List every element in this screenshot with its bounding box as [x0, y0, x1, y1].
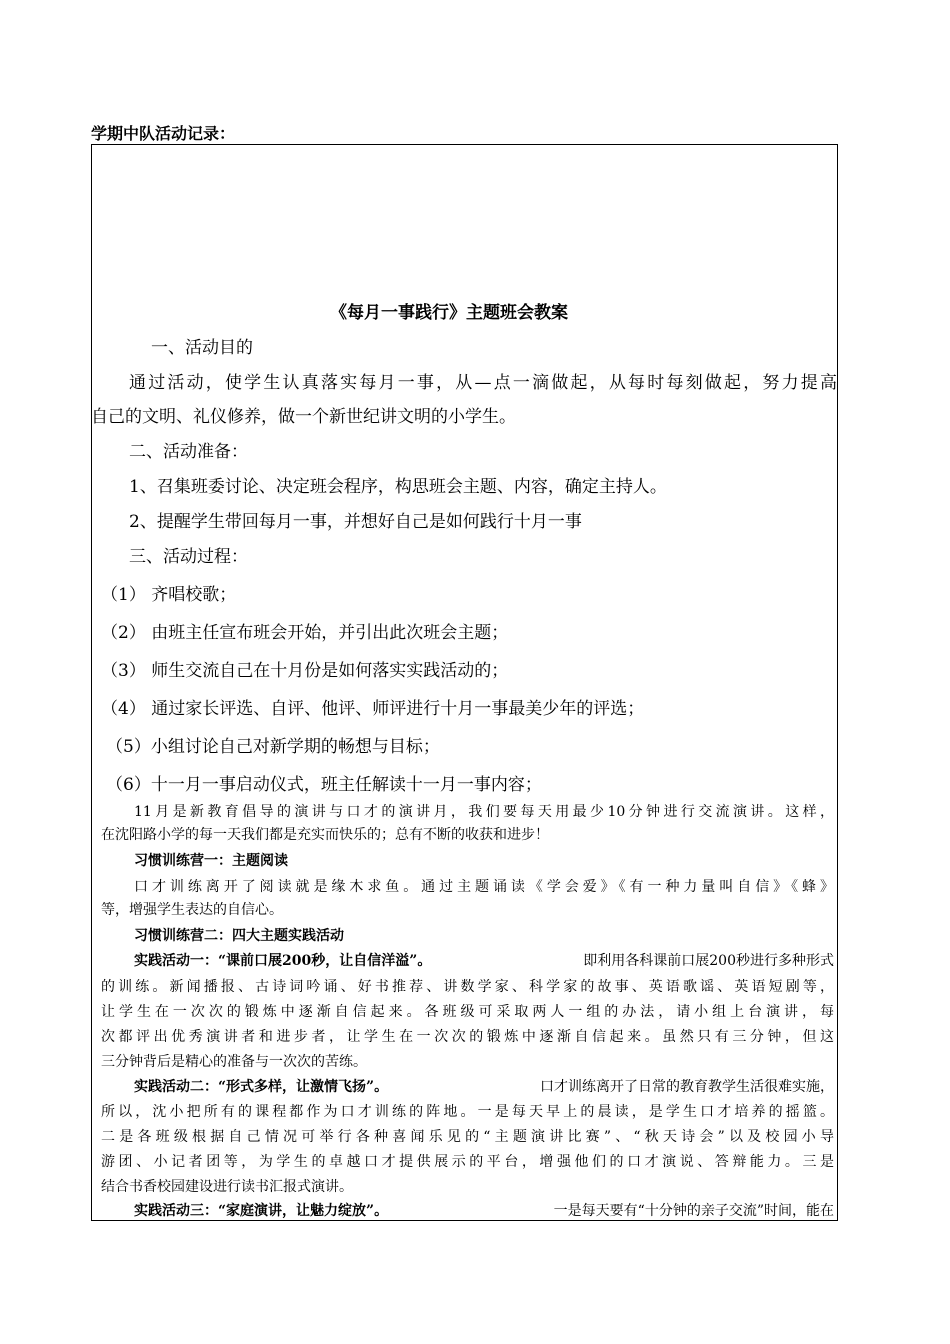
activity-2-line-1 — [134, 1076, 834, 1096]
activity-2-line-3: 二是各班级根据自己情况可举行各种喜闻乐见的“主题演讲比赛”、“秋天诗会”以及校园小导 — [101, 1129, 834, 1145]
process-step-5: （5）小组讨论自己对新学期的畅想与目标； — [106, 737, 440, 757]
section-1-paragraph-line-1: 通过活动，使学生认真落实每月一事，从—点一滴做起，从每时每刻做起，努力提高 — [129, 373, 837, 393]
activity-2-title: 实践活动二：“形式多样，让激情飞扬”。 — [134, 1079, 389, 1095]
process-step-3: （3） 师生交流自己在十月份是如何落实实践活动的； — [101, 661, 509, 681]
section-3-heading: 三、活动过程： — [129, 547, 248, 567]
training-camp-1-heading: 习惯训练营一：主题阅读 — [134, 853, 288, 869]
activity-1-title: 实践活动一：“课前口展200秒，让自信洋溢”。 — [134, 953, 432, 969]
section-2-heading: 二、活动准备： — [129, 442, 248, 462]
activity-1-line-5: 三分钟背后是精心的准备与一次次的苦练。 — [101, 1054, 367, 1070]
november-intro-line-2: 在沈阳路小学的每一天我们都是充实而快乐的；总有不断的收获和进步！ — [101, 827, 549, 843]
november-intro-line-1: 11月是新教育倡导的演讲与口才的演讲月，我们要每天用最少10分钟进行交流演讲。这样， — [134, 804, 834, 820]
activity-3-line-1 — [134, 1200, 834, 1220]
activity-2-text-start: 口才训练离开了日常的教育教学生活很难实施， — [540, 1079, 834, 1095]
activity-1-text-start: 即利用各科课前口展200秒进行多种形式 — [583, 953, 834, 969]
activity-2-line-4: 游团、小记者团等，为学生的卓越口才提供展示的平台，增强他们的口才演说、答辩能力。三是 — [101, 1154, 834, 1170]
section-2-item-1: 1、召集班委讨论、决定班会程序，构思班会主题、内容，确定主持人。 — [129, 477, 667, 497]
process-step-4: （4） 通过家长评选、自评、他评、师评进行十月一事最美少年的评选； — [101, 699, 645, 719]
activity-3-text-start: 一是每天要有“十分钟的亲子交流”时间，能在 — [553, 1203, 834, 1219]
process-step-2: （2） 由班主任宣布班会开始，并引出此次班会主题； — [101, 623, 509, 643]
activity-1-line-1 — [134, 950, 834, 970]
lesson-title: 《每月一事践行》主题班会教案 — [330, 303, 568, 323]
activity-3-title: 实践活动三：“家庭演讲，让魅力绽放”。 — [134, 1203, 389, 1219]
activity-2-line-2: 所以，沈小把所有的课程都作为口才训练的阵地。一是每天早上的晨读，是学生口才培养的摇篮。 — [101, 1104, 834, 1120]
section-2-item-2: 2、提醒学生带回每月一事，并想好自己是如何践行十月一事 — [129, 512, 582, 532]
page-header-title: 学期中队活动记录： — [91, 124, 236, 143]
activity-1-line-2: 的训练。新闻播报、古诗词吟诵、好书推荐、讲数学家、科学家的故事、英语歌谣、英语短剧等， — [101, 979, 834, 995]
process-step-1: （1） 齐唱校歌； — [101, 585, 237, 605]
activity-1-line-3: 让学生在一次次的锻炼中逐渐自信起来。各班级可采取两人一组的办法，请小组上台演讲，每 — [101, 1004, 834, 1020]
activity-2-line-5: 结合书香校园建设进行读书汇报式演讲。 — [101, 1179, 353, 1195]
section-1-paragraph-line-2: 自己的文明、礼仪修养，做一个新世纪讲文明的小学生。 — [91, 407, 516, 427]
training-camp-1-line-2: 等，增强学生表达的自信心。 — [101, 902, 283, 918]
training-camp-2-heading: 习惯训练营二：四大主题实践活动 — [134, 928, 344, 944]
process-step-6: （6）十一月一事启动仪式，班主任解读十一月一事内容； — [106, 775, 542, 795]
training-camp-1-line-1: 口才训练离开了阅读就是缘木求鱼。通过主题诵读《学会爱》《有一种力量叫自信》《蜂》 — [134, 879, 834, 895]
section-1-heading: 一、活动目的 — [151, 338, 253, 358]
activity-1-line-4: 次都评出优秀演讲者和进步者，让学生在一次次的锻炼中逐渐自信起来。虽然只有三分钟，但这 — [101, 1029, 834, 1045]
